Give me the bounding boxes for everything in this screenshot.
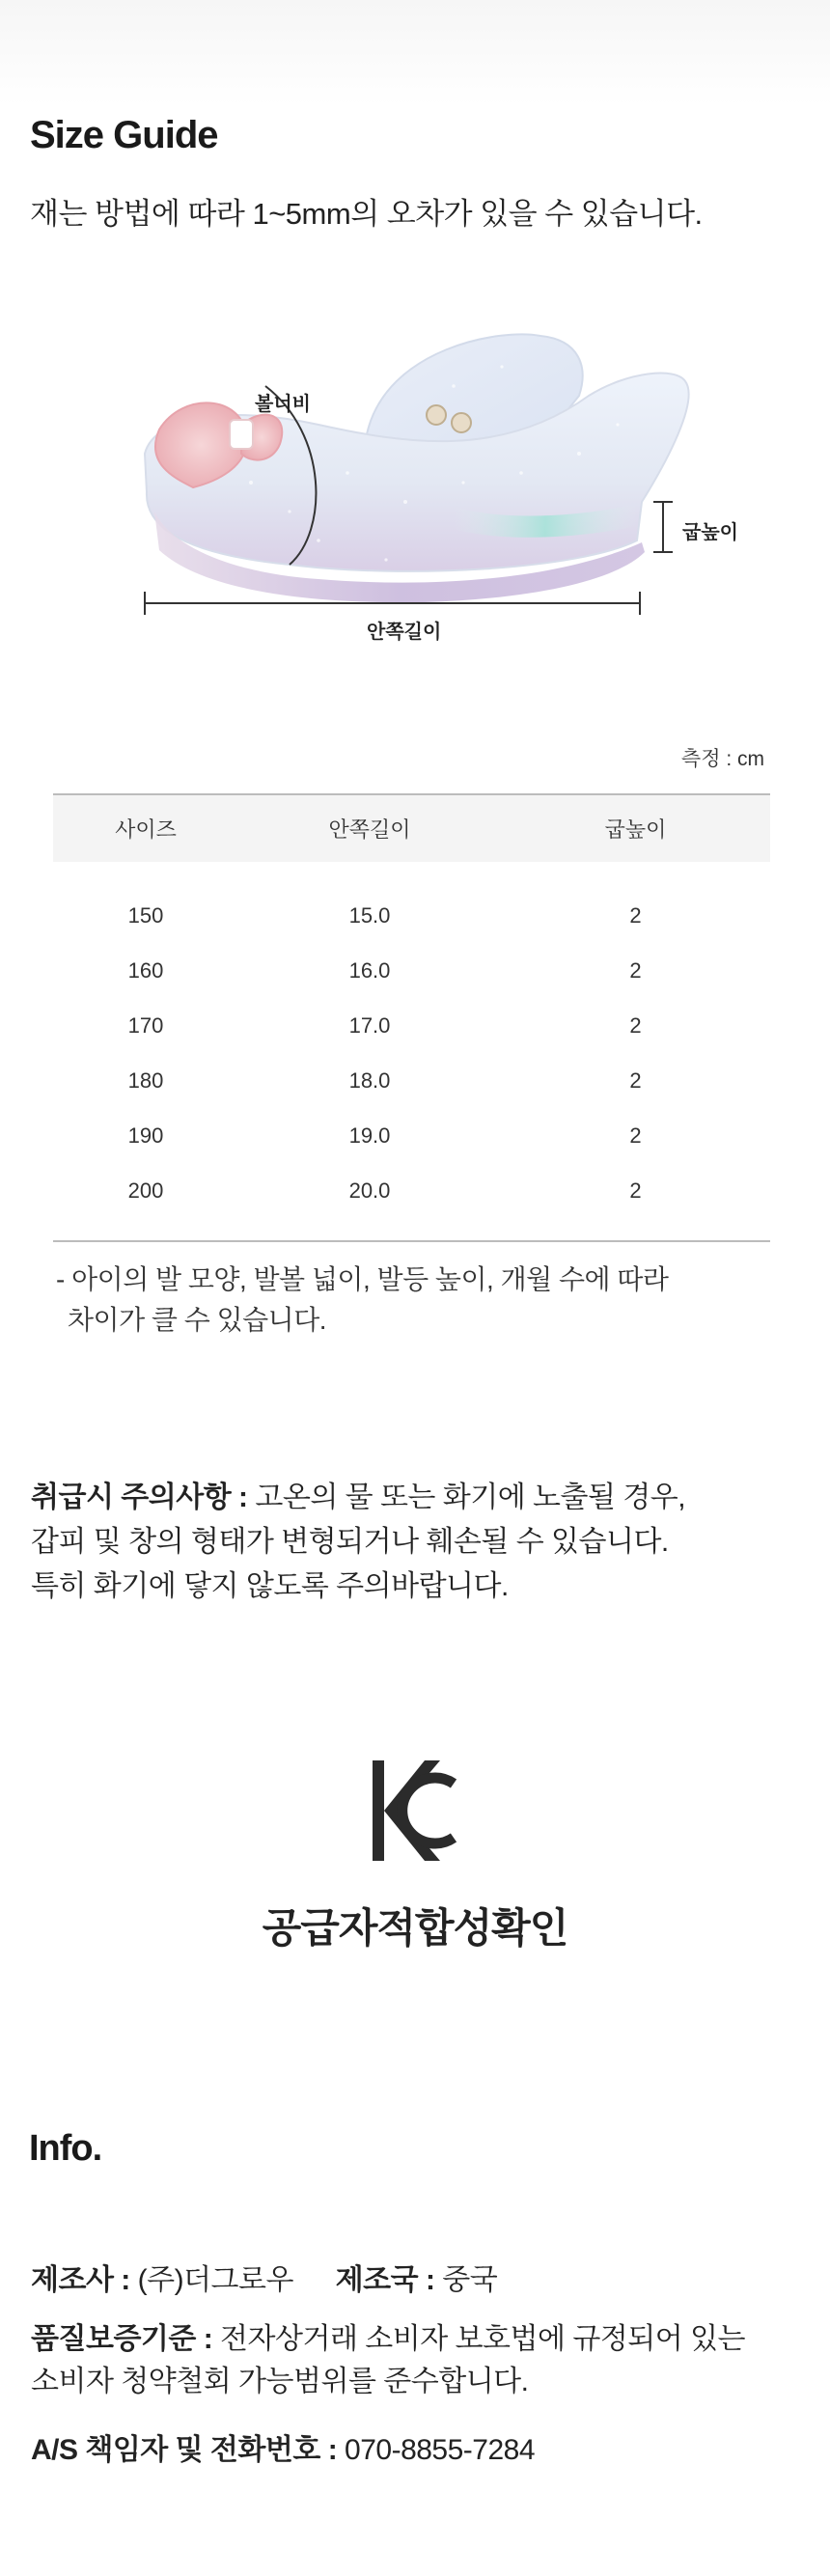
caution-block	[31, 1476, 685, 1609]
cell-size: 190	[127, 1122, 164, 1148]
cell-length: 17.0	[348, 1012, 391, 1038]
as-label: A/S 책임자 및 전화번호 :	[31, 2434, 338, 2466]
size-table	[53, 793, 770, 1242]
caution-line2: 갑피 및 창의 형태가 변형되거나 훼손될 수 있습니다.	[31, 1526, 669, 1558]
size-guide-title: Size Guide	[30, 114, 218, 156]
table-row	[53, 1108, 770, 1163]
quality-value2: 소비자 청약철회 가능범위를 준수합니다.	[31, 2366, 529, 2397]
cell-size: 180	[127, 1067, 164, 1093]
kc-logo-icon	[365, 1757, 461, 1865]
cell-length: 16.0	[348, 957, 391, 983]
col-size: 사이즈	[115, 817, 177, 842]
cell-heel: 2	[629, 902, 642, 928]
top-fade	[0, 0, 830, 106]
label-width: 볼너비	[255, 394, 311, 415]
kc-caption: 공급자적합성확인	[262, 1905, 568, 1951]
label-heel: 굽높이	[682, 522, 738, 543]
cell-heel: 2	[629, 1067, 642, 1093]
as-value: 070-8855-7284	[337, 2434, 536, 2466]
size-note-line2: 차이가 클 수 있습니다.	[68, 1305, 327, 1335]
size-guide-lead: 재는 방법에 따라 1~5mm의 오차가 있을 수 있습니다.	[30, 197, 703, 231]
cell-length: 18.0	[348, 1067, 391, 1093]
cell-heel: 2	[629, 1012, 642, 1038]
kc-mark	[365, 1757, 461, 1865]
cell-size: 160	[127, 957, 164, 983]
country-label: 제조국 :	[335, 2264, 435, 2296]
cell-length: 15.0	[348, 902, 391, 928]
country-value: 중국	[434, 2264, 498, 2296]
info-as-row	[31, 2425, 535, 2468]
caution-line3: 특히 화기에 닿지 않도록 주의바랍니다.	[31, 1570, 509, 1602]
info-title: Info.	[29, 2128, 102, 2169]
maker-label: 제조사 :	[31, 2264, 130, 2296]
maker-value: (주)더그로우	[129, 2264, 293, 2296]
info-maker-row	[31, 2256, 497, 2298]
table-row	[53, 998, 770, 1053]
caution-line1: 고온의 물 또는 화기에 노출될 경우,	[247, 1482, 686, 1513]
cell-heel: 2	[629, 1177, 642, 1203]
info-quality-row	[31, 2318, 745, 2403]
cell-size: 150	[127, 902, 164, 928]
table-row	[53, 943, 770, 998]
quality-value1: 전자상거래 소비자 보호법에 규정되어 있는	[212, 2323, 746, 2355]
cell-heel: 2	[629, 1122, 642, 1148]
cell-size: 170	[127, 1012, 164, 1038]
col-inner-length: 안쪽길이	[328, 817, 411, 842]
size-note	[56, 1260, 668, 1341]
table-row	[53, 862, 770, 943]
col-heel-height: 굽높이	[604, 817, 667, 842]
cell-heel: 2	[629, 957, 642, 983]
size-note-line1: - 아이의 발 모양, 발볼 넓이, 발등 높이, 개월 수에 따라	[56, 1264, 669, 1294]
size-table-header	[53, 794, 770, 862]
cell-size: 200	[127, 1177, 164, 1203]
caution-label: 취급시 주의사항 :	[31, 1482, 248, 1513]
cell-length: 20.0	[348, 1177, 391, 1203]
label-length: 안쪽길이	[367, 622, 442, 643]
measure-unit: 측정 : cm	[680, 748, 764, 770]
quality-label: 품질보증기준 :	[31, 2323, 213, 2355]
table-row	[53, 1163, 770, 1241]
cell-length: 19.0	[348, 1122, 391, 1148]
table-row	[53, 1053, 770, 1108]
